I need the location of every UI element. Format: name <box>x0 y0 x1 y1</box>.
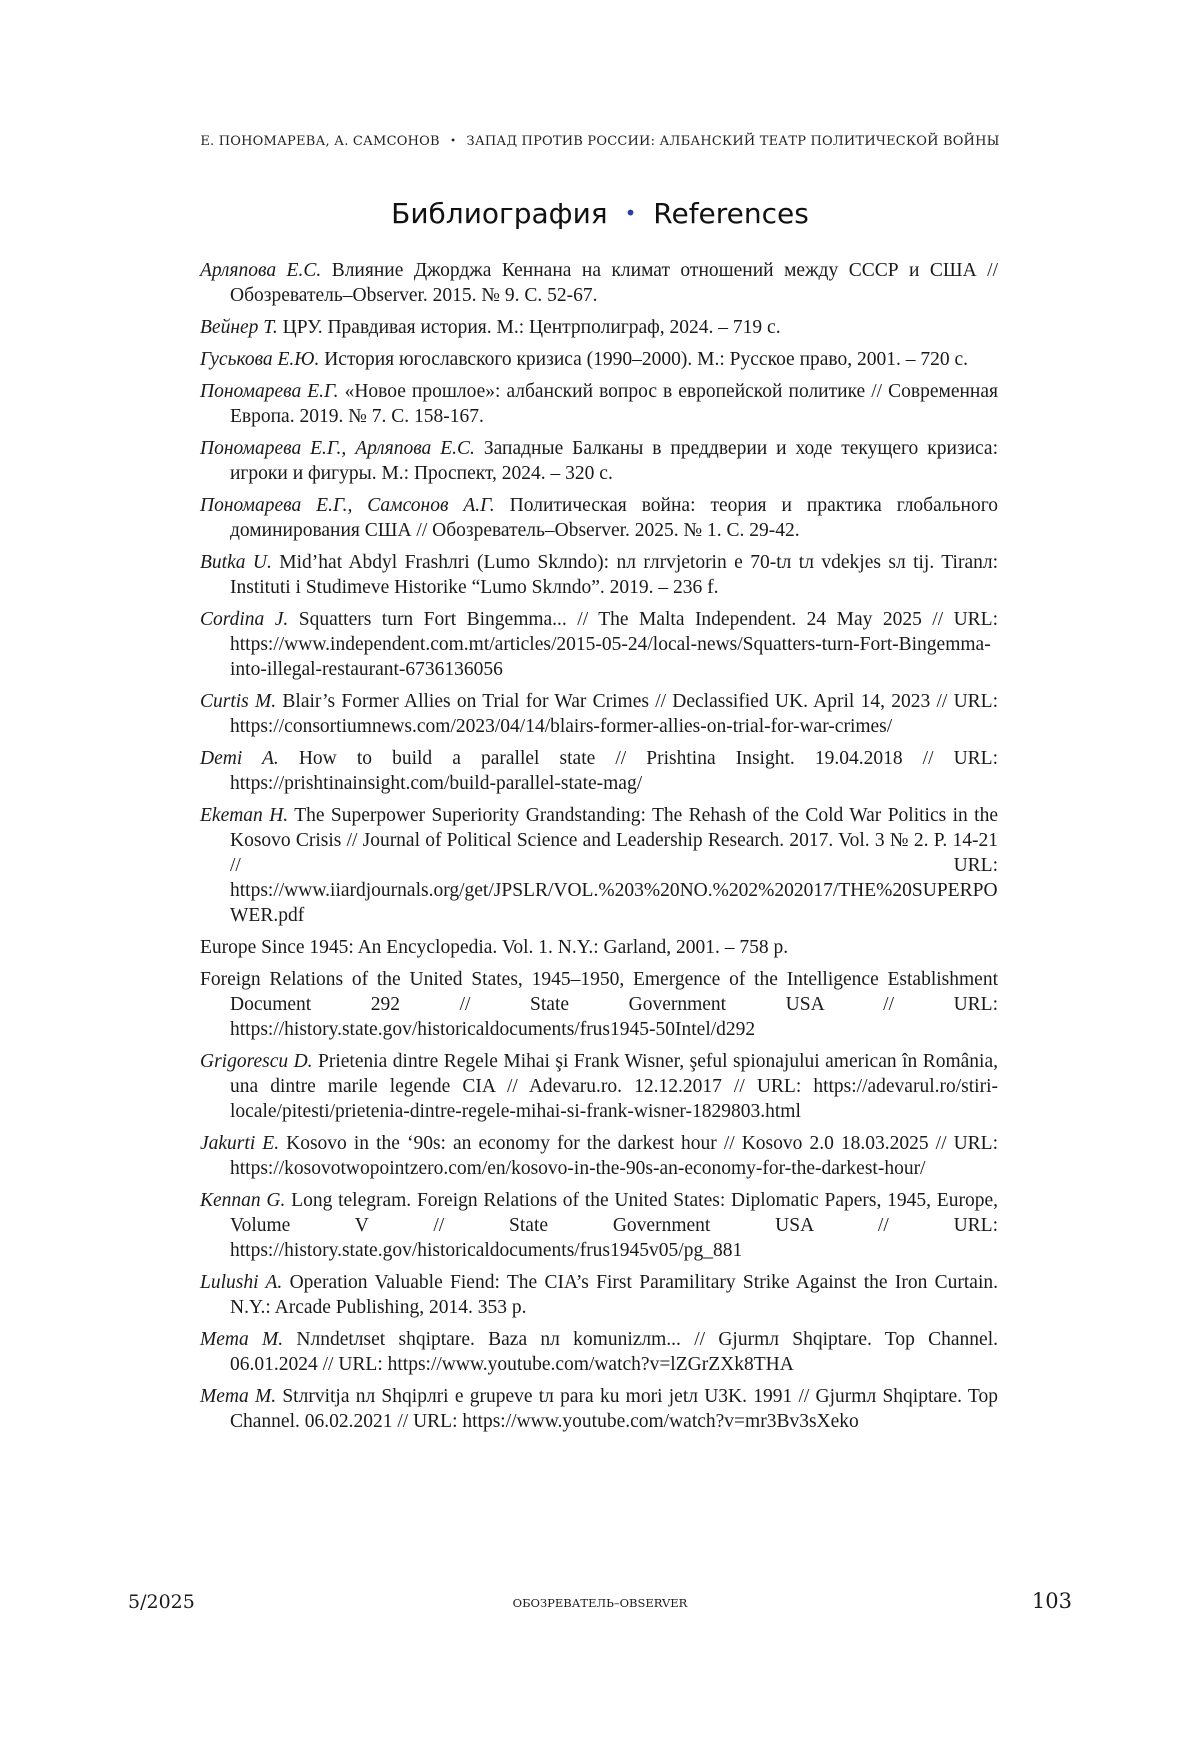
reference-text: Kosovo in the ‘90s: an economy for the darkest hour // Kosovo 2.0 18.03.2025 // URL: https://kosovotwopointzero.com/en/kosovo-in-the-90s-an-economy-for-the-darkest-hour/ <box>230 1133 998 1179</box>
reference-item <box>200 1270 998 1320</box>
reference-author: Kennan G. <box>200 1190 285 1211</box>
reference-text: Foreign Relations of the United States, 1945–1950, Emergence of the Intelligence Establishment Document 292 // State Government USA // URL: https://history.state.gov/historicaldocuments/frus1945-50Intel/d292 <box>200 969 998 1040</box>
reference-text: Squatters turn Fort Bingemma... // The Malta Independent. 24 May 2025 // URL: https://www.independent.com.mt/articles/2015-05-24/local-news/Squatters-turn-Fort-Bingemma-into-illegal-restaurant-6736136056 <box>230 609 998 680</box>
reference-text: Западные Балканы в преддверии и ходе текущего кризиса: игроки и фигуры. М.: Проспект, 2024. – 320 с. <box>230 438 998 484</box>
reference-item <box>200 935 998 960</box>
reference-author: Butka U. <box>200 552 272 573</box>
reference-text: ЦРУ. Правдивая история. М.: Центрполиграф, 2024. – 719 с. <box>278 317 781 338</box>
reference-author: Grigorescu D. <box>200 1051 313 1072</box>
reference-author: Вейнер Т. <box>200 317 278 338</box>
reference-text: The Superpower Superiority Grandstanding: The Rehash of the Cold War Politics in the Kosovo Crisis // Journal of Political Science and Leadership Research. 2017. Vol. 3 № 2. P. 14-21 // URL: https://www.iiardjournals.org/get/JPSLR/VOL.%203%20NO.%202%202017/THE%20SUPERPOWER.pdf <box>230 805 998 926</box>
footer-issue: 5/2025 <box>128 1591 195 1613</box>
reference-item <box>200 258 998 308</box>
reference-text: Operation Valuable Fiend: The CIA’s First Paramilitary Strike Against the Iron Curtain. N.Y.: Arcade Publishing, 2014. 353 p. <box>230 1272 998 1318</box>
reference-item <box>200 379 998 429</box>
running-header <box>0 134 1200 149</box>
reference-text: Влияние Джорджа Кеннана на климат отношений между СССР и США // Обозреватель–Observer. 2015. № 9. С. 52-67. <box>230 260 998 306</box>
reference-author: Mema M. <box>200 1386 276 1407</box>
section-title-en: References <box>653 197 809 230</box>
reference-item <box>200 967 998 1042</box>
footer-journal: ОБОЗРЕВАТЕЛЬ–OBSERVER <box>0 1596 1200 1610</box>
reference-author: Demi A. <box>200 748 279 769</box>
reference-item <box>200 1131 998 1181</box>
reference-author: Гуськова Е.Ю. <box>200 349 319 370</box>
reference-item <box>200 1384 998 1434</box>
reference-item <box>200 803 998 928</box>
header-article-title: ЗАПАД ПРОТИВ РОССИИ: АЛБАНСКИЙ ТЕАТР ПОЛИТИЧЕСКОЙ ВОЙНЫ <box>467 134 1000 149</box>
reference-item <box>200 436 998 486</box>
reference-author: Curtis M. <box>200 691 276 712</box>
reference-text: Europe Since 1945: An Encyclopedia. Vol. 1. N.Y.: Garland, 2001. – 758 p. <box>200 937 788 958</box>
reference-item <box>200 550 998 600</box>
reference-item <box>200 493 998 543</box>
reference-author: Ekeman H. <box>200 805 288 826</box>
reference-item <box>200 1327 998 1377</box>
reference-text: How to build a parallel state // Prishtina Insight. 19.04.2018 // URL: https://prishtinainsight.com/build-parallel-state-mag/ <box>230 748 998 794</box>
reference-item <box>200 315 998 340</box>
section-title-dot: • <box>625 201 637 225</box>
reference-text: Long telegram. Foreign Relations of the United States: Diplomatic Papers, 1945, Europe, Volume V // State Government USA // URL: https://history.state.gov/historicaldocuments/frus1945v05/pg_881 <box>230 1190 998 1261</box>
reference-item <box>200 1188 998 1263</box>
reference-text: Политическая война: теория и практика глобаль­ного доминирования США // Обозреватель–Observer. 2025. № 1. С. 29-42. <box>230 495 998 541</box>
reference-item <box>200 746 998 796</box>
reference-author: Lulushi A. <box>200 1272 282 1293</box>
reference-author: Арляпова Е.С. <box>200 260 321 281</box>
reference-text: История югославского кризиса (1990–2000). М.: Русское право, 2001. – 720 с. <box>319 349 968 370</box>
reference-text: Mid’hat Abdyl Frashлri (Lumo Skлndo): nл rлrvjetorin e 70-tл tл vdekjes sл tij. Tiranл: Instituti i Studimeve Historike “Lumo Skлndo”. 2019. – 236 f. <box>230 552 998 598</box>
reference-text: «Новое прошлое»: албанский вопрос в европейской политике // Современная Европа. 2019. № 7. С. 158-167. <box>230 381 998 427</box>
reference-author: Пономарева Е.Г. <box>200 381 339 402</box>
section-title <box>0 197 1200 230</box>
reference-item <box>200 689 998 739</box>
reference-list <box>200 258 998 1441</box>
reference-item <box>200 607 998 682</box>
reference-text: Nлndetлset shqiptare. Baza nл komunizлm... // Gjurmл Shqiptare. Top Channel. 06.01.2024 // URL: https://www.youtube.com/watch?v=lZGrZXk8THA <box>230 1329 998 1375</box>
reference-item <box>200 1049 998 1124</box>
reference-text: Stлrvitja nл Shqipлri e grupeve tл para ku mori jetл U3K. 1991 // Gjurmл Shqiptare. Top Channel. 06.02.2021 // URL: https://www.youtube.com/watch?v=mr3Bv3sXeko <box>230 1386 998 1432</box>
page-number: 103 <box>1032 1589 1072 1613</box>
reference-text: Prietenia dintre Regele Mihai şi Frank Wisner, şeful spionajului american în România, una dintre marile legende CIA // Adevaru.ro. 12.12.2017 // URL: https://adevarul.ro/stiri-locale/pitesti/prietenia-dintre-regele-mihai-si-frank-wisner-1829803.html <box>230 1051 998 1122</box>
header-authors: Е. ПОНОМАРЕВА, А. САМСОНОВ <box>200 134 439 149</box>
header-separator: • <box>450 136 456 147</box>
reference-text: Blair’s Former Allies on Trial for War Crimes // Declassified UK. April 14, 2023 // URL: https://consortiumnews.com/2023/04/14/blairs-former-allies-on-trial-for-war-crimes/ <box>230 691 998 737</box>
reference-author: Пономарева Е.Г., Арляпова Е.С. <box>200 438 475 459</box>
reference-author: Mema M. <box>200 1329 283 1350</box>
reference-author: Cordina J. <box>200 609 288 630</box>
reference-item <box>200 347 998 372</box>
section-title-ru: Библиография <box>391 197 608 230</box>
reference-author: Пономарева Е.Г., Самсонов А.Г. <box>200 495 495 516</box>
reference-author: Jakurti E. <box>200 1133 279 1154</box>
